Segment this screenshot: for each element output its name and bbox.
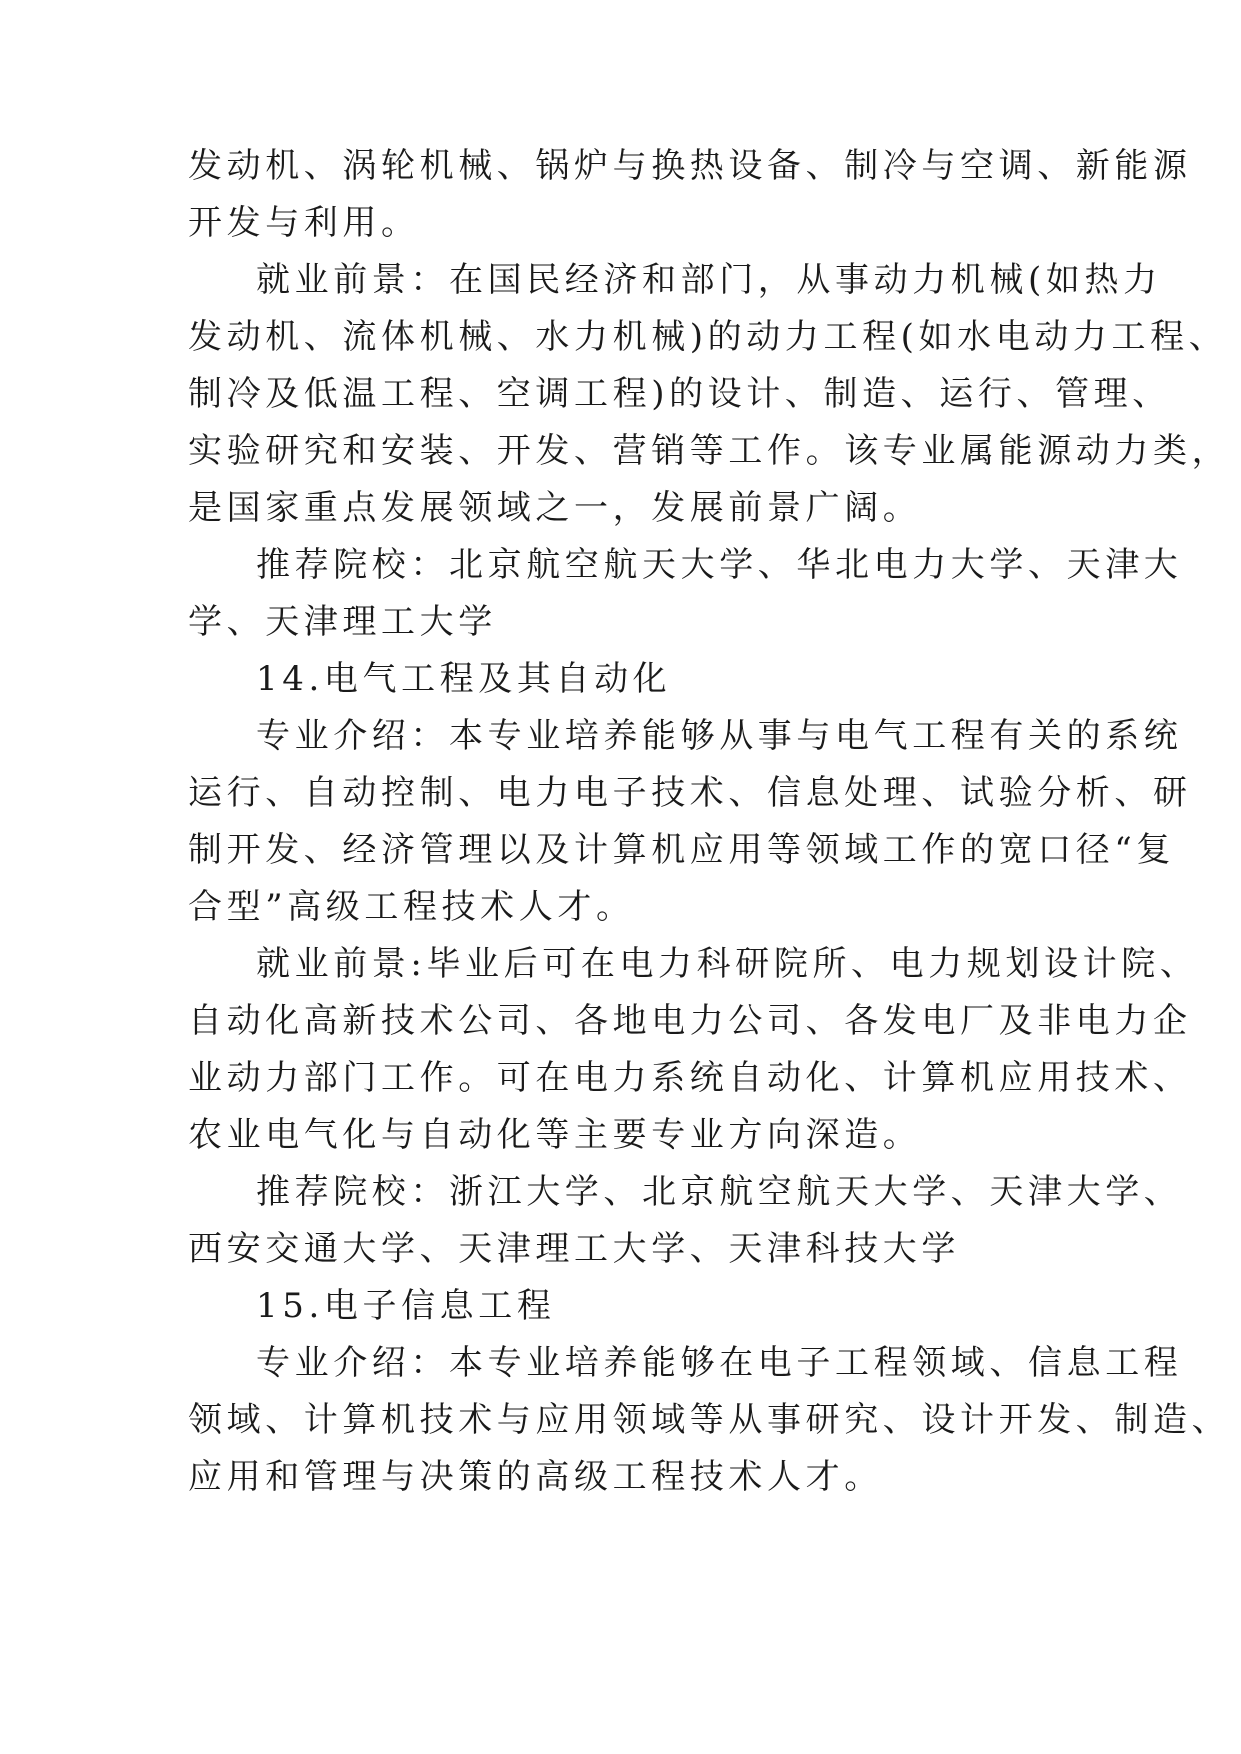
- text-line: 业动力部门工作。可在电力系统自动化、计算机应用技术、: [188, 1058, 1192, 1098]
- section-title-14: 14.电气工程及其自动化: [256, 659, 672, 699]
- text-line: 发动机、涡轮机械、锅炉与换热设备、制冷与空调、新能源: [188, 146, 1192, 186]
- text-line: 合型”高级工程技术人才。: [188, 887, 635, 927]
- text-line: 是国家重点发展领域之一，发展前景广阔。: [188, 488, 922, 528]
- text-line: 制开发、经济管理以及计算机应用等领域工作的宽口径“复: [188, 830, 1175, 870]
- text-line: 西安交通大学、天津理工大学、天津科技大学: [188, 1229, 960, 1269]
- section-title-15: 15.电子信息工程: [256, 1286, 556, 1326]
- paragraph-employment: 就业前景:毕业后可在电力科研院所、电力规划设计院、: [256, 944, 1199, 984]
- text-line: 制冷及低温工程、空调工程)的设计、制造、运行、管理、: [188, 374, 1171, 414]
- paragraph-schools: 推荐院校：北京航空航天大学、华北电力大学、天津大: [256, 545, 1183, 585]
- paragraph-employment-heading: 就业前景：在国民经济和部门，从事动力机械(如热力: [256, 260, 1162, 300]
- text-line: 学、天津理工大学: [188, 602, 497, 642]
- text-line: 农业电气化与自动化等主要专业方向深造。: [188, 1115, 922, 1155]
- paragraph-schools: 推荐院校：浙江大学、北京航空航天大学、天津大学、: [256, 1172, 1183, 1212]
- paragraph-intro: 专业介绍：本专业培养能够在电子工程领域、信息工程: [256, 1343, 1183, 1383]
- text-line: 发动机、流体机械、水力机械)的动力工程(如水电动力工程、: [188, 317, 1228, 357]
- text-line: 自动化高新技术公司、各地电力公司、各发电厂及非电力企: [188, 1001, 1192, 1041]
- text-line: 实验研究和安装、开发、营销等工作。该专业属能源动力类，: [188, 431, 1231, 471]
- paragraph-intro: 专业介绍：本专业培养能够从事与电气工程有关的系统: [256, 716, 1183, 756]
- text-line: 运行、自动控制、电力电子技术、信息处理、试验分析、研: [188, 773, 1192, 813]
- text-line: 领域、计算机技术与应用领域等从事研究、设计开发、制造、: [188, 1400, 1231, 1440]
- text-line: 开发与利用。: [188, 203, 420, 243]
- text-line: 应用和管理与决策的高级工程技术人才。: [188, 1457, 883, 1497]
